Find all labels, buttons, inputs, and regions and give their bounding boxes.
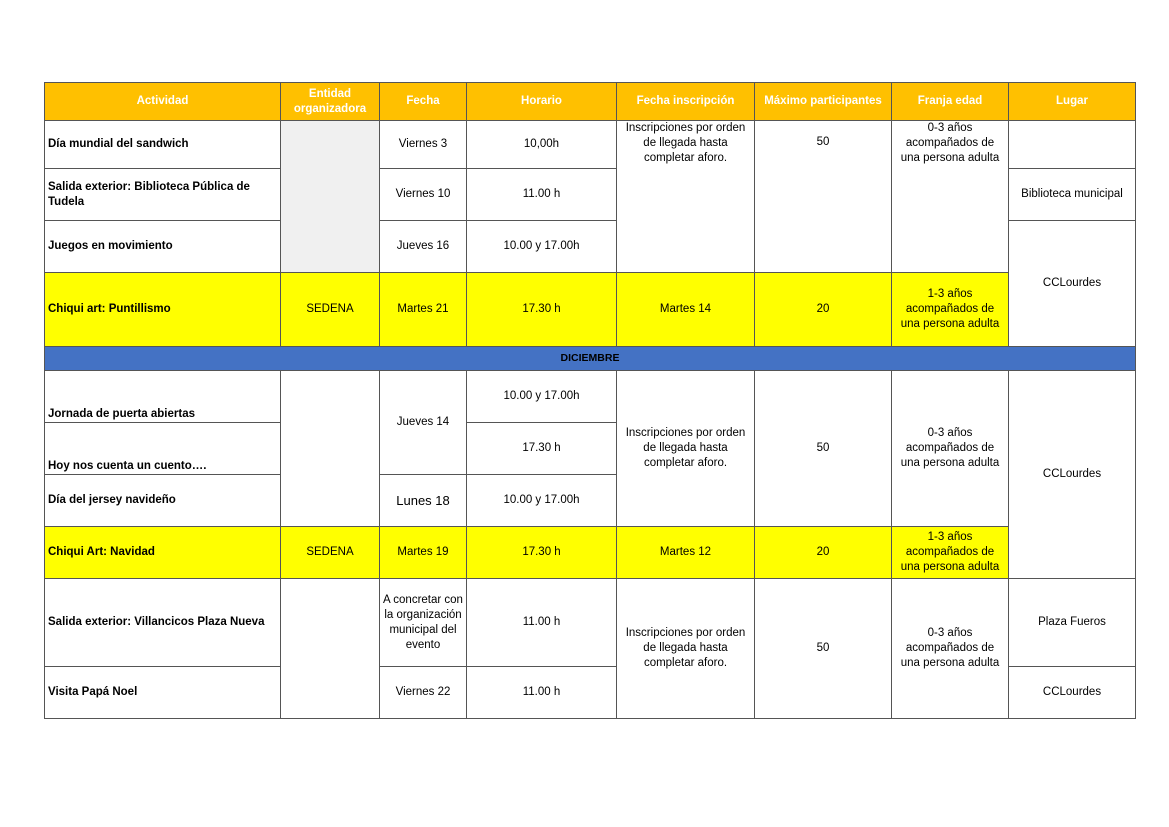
time-cell: 11.00 h <box>467 579 617 667</box>
col-header-inscripcion: Fecha inscripción <box>617 83 755 121</box>
time-cell: 17.30 h <box>467 273 617 347</box>
activity-cell: Chiqui art: Puntillismo <box>45 273 281 347</box>
activity-cell: Día del jersey navideño <box>45 475 281 527</box>
place-cell: CCLourdes <box>1009 667 1136 719</box>
entity-cell: SEDENA <box>281 273 380 347</box>
registration-cell: Martes 14 <box>617 273 755 347</box>
time-cell: 10.00 y 17.00h <box>467 371 617 423</box>
max-participants-cell: 50 <box>755 579 892 719</box>
date-cell: Viernes 22 <box>380 667 467 719</box>
schedule-table <box>44 82 1136 719</box>
col-header-actividad: Actividad <box>45 83 281 121</box>
date-cell: Viernes 3 <box>380 121 467 169</box>
date-cell: Jueves 14 <box>380 371 467 475</box>
activity-cell: Hoy nos cuenta un cuento…. <box>45 423 281 475</box>
table-row <box>45 371 1136 423</box>
time-cell: 17.30 h <box>467 527 617 579</box>
place-cell: CCLourdes <box>1009 371 1136 579</box>
max-participants-cell: 20 <box>755 273 892 347</box>
table-row <box>45 121 1136 169</box>
date-cell: Martes 19 <box>380 527 467 579</box>
time-cell: 11.00 h <box>467 667 617 719</box>
month-divider: DICIEMBRE <box>45 347 1136 371</box>
entity-cell-empty <box>281 579 380 719</box>
time-cell: 10.00 y 17.00h <box>467 475 617 527</box>
activity-cell: Visita Papá Noel <box>45 667 281 719</box>
col-header-maximo: Máximo participantes <box>755 83 892 121</box>
col-header-lugar: Lugar <box>1009 83 1136 121</box>
age-range-cell: 1-3 años acompañados de una persona adulta <box>892 273 1009 347</box>
registration-cell: Inscripciones por orden de llegada hasta completar aforo. <box>617 371 755 527</box>
entity-cell-empty <box>281 371 380 527</box>
table-row-highlight <box>45 273 1136 347</box>
table-row <box>45 579 1136 667</box>
col-header-fecha: Fecha <box>380 83 467 121</box>
activity-cell: Día mundial del sandwich <box>45 121 281 169</box>
age-range-cell: 0-3 años acompañados de una persona adulta <box>892 371 1009 527</box>
registration-cell: Martes 12 <box>617 527 755 579</box>
activity-cell: Chiqui Art: Navidad <box>45 527 281 579</box>
col-header-entidad: Entidad organizadora <box>281 83 380 121</box>
table-row-highlight <box>45 527 1136 579</box>
activity-cell: Jornada de puerta abiertas <box>45 371 281 423</box>
time-cell: 17.30 h <box>467 423 617 475</box>
date-cell: Jueves 16 <box>380 221 467 273</box>
date-cell: Viernes 10 <box>380 169 467 221</box>
registration-cell: Inscripciones por orden de llegada hasta completar aforo. <box>617 579 755 719</box>
header-row <box>45 83 1136 121</box>
activity-cell: Juegos en movimiento <box>45 221 281 273</box>
col-header-horario: Horario <box>467 83 617 121</box>
date-cell: Martes 21 <box>380 273 467 347</box>
time-cell: 11.00 h <box>467 169 617 221</box>
max-participants-cell: 50 <box>755 371 892 527</box>
age-range-cell: 0-3 años acompañados de una persona adulta <box>892 579 1009 719</box>
date-cell: A concretar con la organización municipal del evento <box>380 579 467 667</box>
entity-cell: SEDENA <box>281 527 380 579</box>
date-cell: Lunes 18 <box>380 475 467 527</box>
place-cell: Biblioteca municipal <box>1009 169 1136 221</box>
place-cell: CCLourdes <box>1009 221 1136 347</box>
time-cell: 10,00h <box>467 121 617 169</box>
month-divider-row <box>45 347 1136 371</box>
age-range-cell: 1-3 años acompañados de una persona adulta <box>892 527 1009 579</box>
time-cell: 10.00 y 17.00h <box>467 221 617 273</box>
registration-cell: Inscripciones por orden de llegada hasta completar aforo. <box>617 121 755 273</box>
activity-cell: Salida exterior: Biblioteca Pública de Tudela <box>45 169 281 221</box>
place-cell-empty <box>1009 121 1136 169</box>
activity-cell: Salida exterior: Villancicos Plaza Nueva <box>45 579 281 667</box>
place-cell: Plaza Fueros <box>1009 579 1136 667</box>
entity-cell-empty <box>281 121 380 273</box>
max-participants-cell: 20 <box>755 527 892 579</box>
max-participants-cell: 50 <box>755 121 892 273</box>
age-range-cell: 0-3 años acompañados de una persona adulta <box>892 121 1009 273</box>
col-header-edad: Franja edad <box>892 83 1009 121</box>
